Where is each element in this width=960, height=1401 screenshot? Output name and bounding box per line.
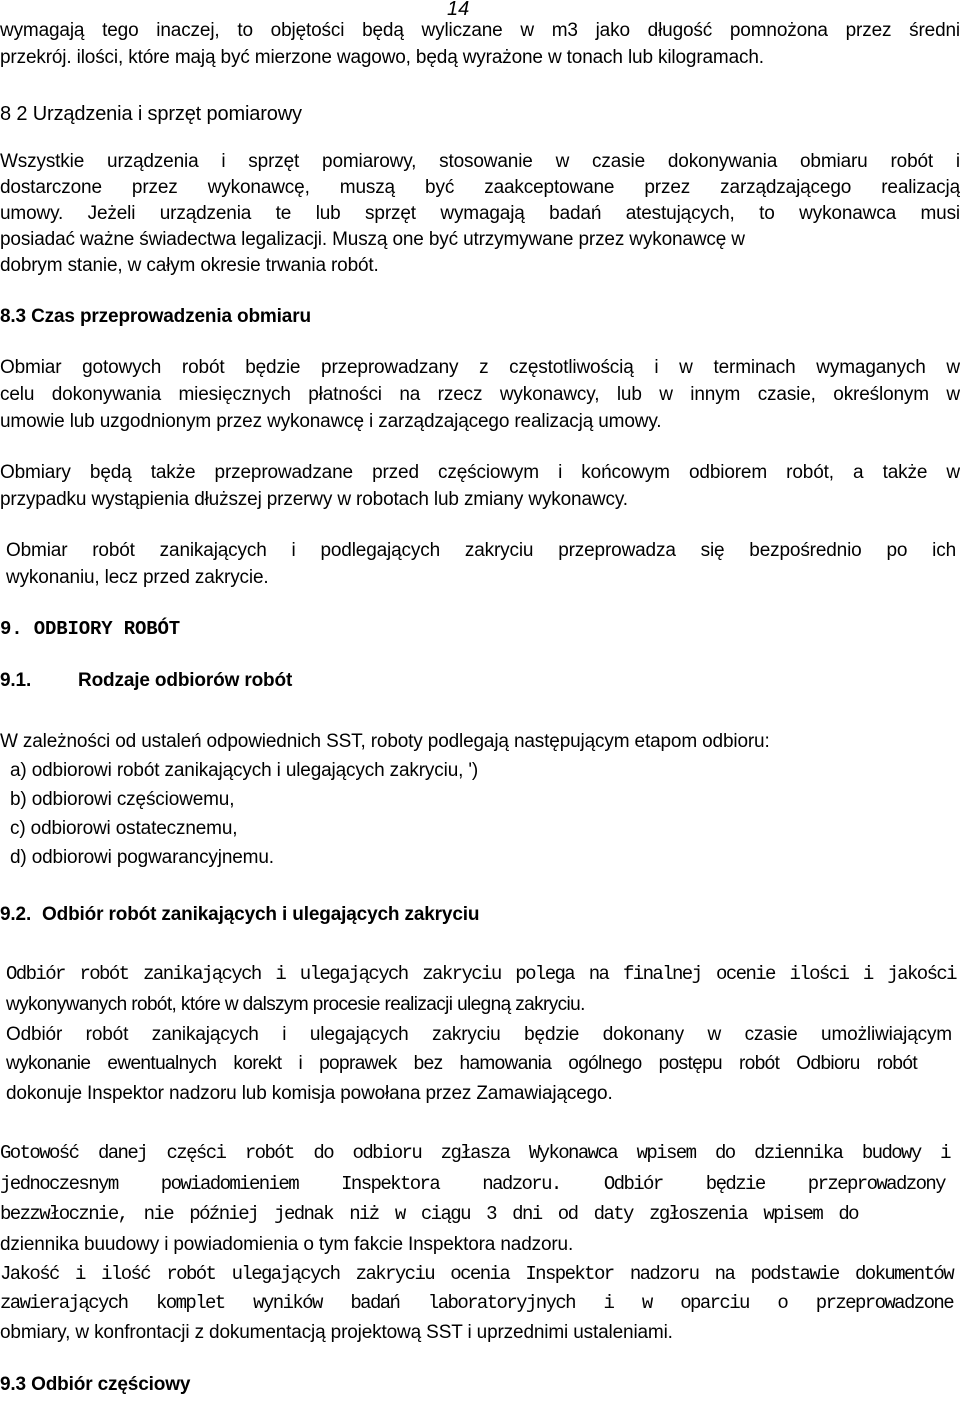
section-heading-9-3: 9.3 Odbiór częściowy xyxy=(0,1374,191,1395)
text-line: Obmiar robót zanikających i podlegających zakryciu przeprowadza się bezpośrednio po ich xyxy=(6,540,956,561)
text-line: dziennika buudowy i powiadomienia o tym fakcie Inspektora nadzoru. xyxy=(0,1234,574,1255)
text-line: przekrój. ilości, które mają być mierzone wagowo, będą wyrażone w tonach lub kilogramach. xyxy=(0,47,764,68)
section-number: 9.1. xyxy=(0,670,32,691)
text-line: W zależności od ustaleń odpowiednich SST, roboty podlegają następującym etapom odbioru: xyxy=(0,731,770,752)
chapter-heading-9: 9. ODBIORY ROBÓT xyxy=(0,618,181,640)
section-heading-8-2: 8 2 Urządzenia i sprzęt pomiarowy xyxy=(0,103,302,125)
section-heading-9-2 xyxy=(0,904,960,926)
section-heading-8-3: 8.3 Czas przeprowadzenia obmiaru xyxy=(0,306,311,327)
text-line: dokonuje Inspektor nadzoru lub komisja powołana przez Zamawiającego. xyxy=(6,1083,613,1104)
text-line: Gotowość danej części robót do odbioru zgłasza Wykonawca wpisem do dziennika budowy i xyxy=(0,1142,950,1164)
section-heading-9-1 xyxy=(0,670,960,692)
list-item: d) odbiorowi pogwarancyjnemu. xyxy=(10,847,274,868)
text-line: Odbiór robót zanikających i ulegających zakryciu polega na finalnej ocenie ilości i jakości xyxy=(6,963,956,985)
text-line: wykonywanych robót, które w dalszym procesie realizacji ulegną zakryciu. xyxy=(6,994,585,1015)
text-line: dobrym stanie, w całym okresie trwania robót. xyxy=(0,255,379,276)
text-line: wymagają tego inaczej, to objętości będą wyliczane w m3 jako długość pomnożona przez średni xyxy=(0,20,960,41)
text-line: umowy. Jeżeli urządzenia te lub sprzęt wymagają badań atestujących, to wykonawca musi xyxy=(0,203,960,224)
list-item: c) odbiorowi ostatecznemu, xyxy=(10,818,238,839)
page-number: 14 xyxy=(447,0,470,20)
text-line: Obmiary będą także przeprowadzane przed częściowym i końcowym odbiorem robót, a także w xyxy=(0,462,960,483)
text-line: celu dokonywania miesięcznych płatności na rzecz wykonawcy, lub w innym czasie, określonym w xyxy=(0,384,960,405)
text-line: posiadać ważne świadectwa legalizacji. Muszą one być utrzymywane przez wykonawcę w xyxy=(0,229,745,250)
text-line: Jakość i ilość robót ulegających zakryciu ocenia Inspektor nadzoru na podstawie dokumentów xyxy=(0,1263,953,1285)
text-line: wykonanie ewentualnych korekt i poprawek bez hamowania ogólnego postępu robót Odbioru robót xyxy=(6,1053,917,1074)
text-line: Wszystkie urządzenia i sprzęt pomiarowy, stosowanie w czasie dokonywania obmiaru robót i xyxy=(0,151,960,172)
text-line: jednoczesnym powiadomieniem Inspektora nadzoru. Odbiór będzie przeprowadzony xyxy=(0,1173,945,1195)
list-item: b) odbiorowi częściowemu, xyxy=(10,789,235,810)
text-line: obmiary, w konfrontacji z dokumentacją projektową SST i uprzednimi ustaleniami. xyxy=(0,1322,673,1343)
section-title: Rodzaje odbiorów robót xyxy=(78,670,293,691)
text-line: Obmiar gotowych robót będzie przeprowadzany z częstotliwością i w terminach wymaganych w xyxy=(0,357,960,378)
text-line: dostarczone przez wykonawcę, muszą być zaakceptowane przez zarządzającego realizacją xyxy=(0,177,960,198)
section-number: 9.2. xyxy=(0,904,32,925)
text-line: bezzwłocznie, nie później jednak niż w ciągu 3 dni od daty zgłoszenia wpisem do xyxy=(0,1203,858,1225)
text-line: Odbiór robót zanikających i ulegających zakryciu będzie dokonany w czasie umożliwiającym xyxy=(6,1024,952,1045)
text-line: umowie lub uzgodnionym przez wykonawcę i zarządzającego realizacją umowy. xyxy=(0,411,662,432)
text-line: przypadku wystąpienia dłuższej przerwy w robotach lub zmiany wykonawcy. xyxy=(0,489,628,510)
list-item: a) odbiorowi robót zanikających i ulegających zakryciu, ') xyxy=(10,760,479,781)
text-line: wykonaniu, lecz przed zakrycie. xyxy=(6,567,269,588)
section-title: Odbiór robót zanikających i ulegających zakryciu xyxy=(42,904,480,925)
text-line: zawierających komplet wyników badań laboratoryjnych i w oparciu o przeprowadzone xyxy=(0,1292,953,1314)
